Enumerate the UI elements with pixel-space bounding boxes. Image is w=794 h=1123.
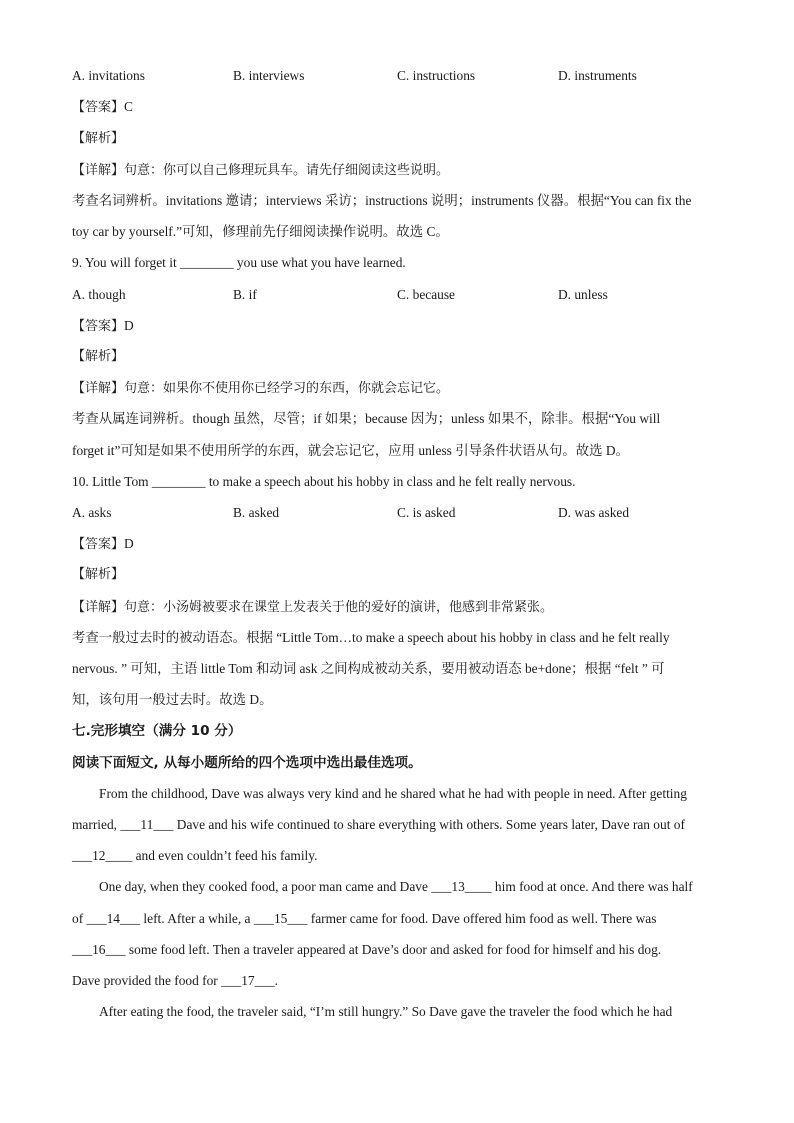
answer-label: 【答案】 xyxy=(72,537,125,552)
passage-p1-line2 xyxy=(72,816,685,834)
passage-p2-line1 xyxy=(99,878,693,896)
blank-12: ___12____ xyxy=(72,848,133,863)
passage-p2-line4 xyxy=(72,972,278,990)
passage-p2-line2 xyxy=(72,910,656,928)
detail-text: 句意：如果你不使用你已经学习的东西，你就会忘记它。 xyxy=(124,381,450,396)
q9-answer xyxy=(72,317,134,336)
text: him food at once. And there was half xyxy=(491,879,693,894)
q8-detail xyxy=(72,161,449,180)
q9-option-a: A. though xyxy=(72,287,126,302)
blank-14: ___14___ xyxy=(86,911,141,926)
q9-option-d: D. unless xyxy=(558,287,608,302)
section-title: 七.完形填空（满分 10 分） xyxy=(72,723,242,739)
text: some food left. Then a traveler appeared at Dave’s door and asked for food for himself and his dog. xyxy=(125,942,662,957)
answer-value: D xyxy=(124,536,134,551)
answer-label: 【答案】 xyxy=(72,319,125,334)
answer-label: 【答案】 xyxy=(72,100,125,115)
blank-16: ___16___ xyxy=(72,942,126,957)
text: married, xyxy=(72,817,121,832)
blank-11: ___11___ xyxy=(120,817,174,832)
q8-answer xyxy=(72,98,133,117)
passage-p3-line1: After eating the food, the traveler said, “I’m still hungry.” So Dave gave the traveler the food which he had xyxy=(99,1004,673,1019)
passage-p1-line1: From the childhood, Dave was always very kind and he shared what he had with people in need. After getting xyxy=(99,786,687,801)
text: left. After a while, a xyxy=(140,911,254,926)
text: of xyxy=(72,911,87,926)
detail-text: 句意：小汤姆被要求在课堂上发表关于他的爱好的演讲，他感到非常紧张。 xyxy=(124,600,554,615)
answer-value: C xyxy=(124,99,133,114)
q9-stem-before: 9. You will forget it xyxy=(72,255,181,270)
blank-17: ___17___ xyxy=(221,973,275,988)
q10-option-b: B. asked xyxy=(233,505,280,520)
q9-explain-2: forget it”可知是如果不使用所学的东西，就会忘记它，应用 unless 引导条件状语从句。故选 D。 xyxy=(72,443,629,458)
blank-13: ___13____ xyxy=(431,879,492,894)
q10-analysis-label: 【解析】 xyxy=(72,567,125,582)
q8-option-c: C. instructions xyxy=(397,68,476,83)
q8-explain-2: toy car by yourself.”可知，修理前先仔细阅读操作说明。故选 C。 xyxy=(72,224,449,239)
q10-option-a: A. asks xyxy=(72,505,112,520)
text: farmer came for food. Dave offered him food as well. There was xyxy=(307,911,657,926)
q9-stem xyxy=(72,254,406,272)
text: . xyxy=(274,973,279,988)
q8-option-d: D. instruments xyxy=(558,68,637,83)
section-instruction: 阅读下面短文, 从每小题所给的四个选项中选出最佳选项。 xyxy=(72,755,422,771)
q9-explain-1: 考查从属连词辨析。though 虽然，尽管；if 如果；because 因为；unless 如果不，除非。根据“You will xyxy=(72,411,661,426)
q9-analysis-label: 【解析】 xyxy=(72,349,125,364)
q10-stem-before: 10. Little Tom xyxy=(72,474,152,489)
q9-blank: ________ xyxy=(180,255,234,270)
q9-option-c: C. because xyxy=(397,287,456,302)
q10-explain-1: 考查一般过去时的被动语态。根据 “Little Tom…to make a speech about his hobby in class and he felt really xyxy=(72,630,670,645)
q8-option-b: B. interviews xyxy=(233,68,305,83)
blank-15: ___15___ xyxy=(253,911,308,926)
text: One day, when they cooked food, a poor man came and Dave xyxy=(99,879,432,894)
passage-p2-line3 xyxy=(72,941,661,959)
q10-stem-after: to make a speech about his hobby in class and he felt really nervous. xyxy=(205,474,576,489)
text: Dave provided the food for xyxy=(72,973,222,988)
q8-option-a: A. invitations xyxy=(72,68,145,83)
q8-analysis-label: 【解析】 xyxy=(72,131,125,146)
q10-option-c: C. is asked xyxy=(397,505,456,520)
detail-text: 句意：你可以自己修理玩具车。请先仔细阅读这些说明。 xyxy=(124,163,450,178)
passage-p1-line3 xyxy=(72,847,317,865)
detail-label: 【详解】 xyxy=(72,600,125,615)
q10-detail xyxy=(72,598,553,617)
q9-detail xyxy=(72,379,449,398)
q9-stem-after: you use what you have learned. xyxy=(233,255,406,270)
answer-value: D xyxy=(124,318,134,333)
text: Dave and his wife continued to share everything with others. Some years later, Dave ran out of xyxy=(173,817,685,832)
q10-answer xyxy=(72,535,134,554)
q10-explain-3: 知，该句用一般过去时。故选 D。 xyxy=(72,692,273,707)
q9-option-b: B. if xyxy=(233,287,257,302)
q10-explain-2: nervous. ” 可知，主语 little Tom 和动词 ask 之间构成被动关系，要用被动语态 be+done；根据 “felt ” 可 xyxy=(72,661,665,676)
q10-stem xyxy=(72,473,575,491)
text: and even couldn’t feed his family. xyxy=(132,848,318,863)
q8-explain-1: 考查名词辨析。invitations 邀请；interviews 采访；instructions 说明；instruments 仪器。根据“You can fix the xyxy=(72,193,692,208)
detail-label: 【详解】 xyxy=(72,381,125,396)
q10-option-d: D. was asked xyxy=(558,505,630,520)
q10-blank: ________ xyxy=(151,474,206,489)
detail-label: 【详解】 xyxy=(72,163,125,178)
